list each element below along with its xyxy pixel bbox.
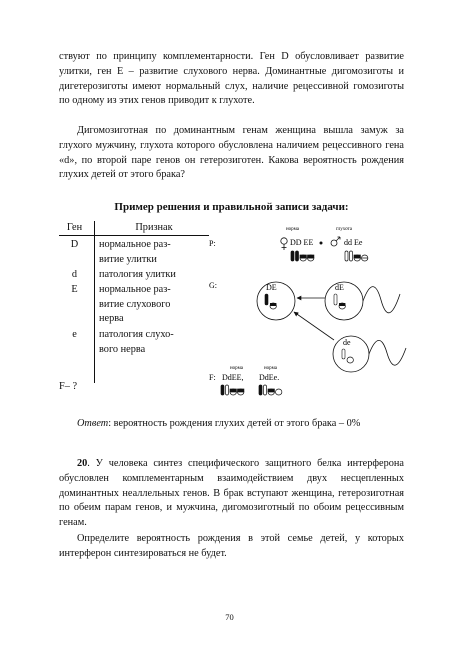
- chromosome-icon: [221, 385, 244, 395]
- female-genotype: DD EE: [290, 238, 314, 247]
- crossing-diagram: [208, 222, 408, 414]
- trait-line: витие улитки: [99, 253, 157, 265]
- trait-line: патология улитки: [99, 269, 176, 280]
- table-trait-cell: [99, 238, 209, 267]
- trait-line: витие слухового: [99, 298, 171, 310]
- table-gene-cell: d: [71, 269, 78, 280]
- table-gene-cell: e: [72, 329, 77, 340]
- label-norm-f1: норма: [230, 366, 243, 371]
- chromosome-icon: [259, 385, 282, 395]
- label-norm-f2: норма: [264, 366, 277, 371]
- table-header-row: [59, 221, 209, 236]
- gamete-male-2: [333, 336, 369, 372]
- chromosome-icon: [345, 251, 368, 261]
- trait-line: вого нерва: [99, 343, 146, 355]
- problem-20-text: . У человека синтез специфического защитного белка интерферона обусловлен комплементарным взаимодействием двух несцепленных доминантных неаллельных генов. В брак вступают женщина, гетерозиготная по обеим парам генов, и мужчина, дигомозиготный по обоим рецессивным генам.: [59, 458, 404, 529]
- paragraph-task-text: Дигомозиготная по доминантным генам женщина вышла замуж за глухого мужчину, глухота которого обусловлена наличием рецессивного гена «d», по второй паре генов он гетерозиготен. Какова вероятность рождения глухих детей от этого брака?: [59, 125, 404, 181]
- gamete-male-1-label: dE: [335, 283, 344, 292]
- problem-20: [59, 457, 404, 531]
- table-trait-cell: [99, 328, 209, 357]
- gamete-male-2-label: de: [343, 338, 351, 347]
- table-divider: [94, 221, 95, 383]
- answer-text: : вероятность рождения глухих детей от этого брака – 0%: [108, 418, 361, 429]
- table-trait-cell: [99, 283, 209, 327]
- trait-line: нерва: [99, 313, 124, 325]
- label-deaf: глухота: [336, 227, 353, 232]
- table-gene-cell: E: [71, 284, 78, 295]
- cross-dot-icon: [320, 242, 323, 245]
- gamete-male-1: [325, 282, 363, 320]
- solution-heading: Пример решения и правильной записи задачи:: [114, 201, 349, 213]
- table-header-trait: Признак: [135, 222, 173, 233]
- gamete-female-label: DE: [266, 283, 277, 292]
- gametes-label: G:: [209, 281, 217, 290]
- trait-line: нормальное раз-: [99, 284, 171, 295]
- table-trait-cell: [99, 268, 209, 283]
- problem-20-question: Определите вероятность рождения в этой семье детей, у которых интерферон синтезироваться не будет.: [59, 533, 404, 559]
- table-header-gene: Ген: [66, 222, 83, 233]
- chromosome-icon: [291, 251, 314, 261]
- offspring-label: F:: [209, 373, 216, 382]
- fertilization-arrow: [294, 312, 334, 340]
- label-norm: норма: [286, 227, 299, 232]
- paragraph-task: [59, 124, 404, 183]
- gamete-female: [257, 282, 295, 320]
- female-symbol-icon: [281, 238, 287, 250]
- offspring-question: F– ?: [59, 381, 78, 392]
- paragraph-intro-text: ствуют по принципу комплементарности. Ген D обусловливает развитие улитки, ген E – развитие слухового нерва. Доминантные дигомозиготы и дигетерозиготы имеют нормальный слух, наличие рецессивной гомозиготы по одному из этих генов приводит к глухоте.: [59, 51, 404, 107]
- paragraph-intro: [59, 50, 404, 109]
- answer-label: Ответ: [77, 418, 109, 429]
- offspring-genotype-2: DdEe.: [259, 373, 280, 382]
- page-number: 70: [225, 612, 234, 622]
- tail-line: [369, 340, 406, 365]
- male-genotype: dd Ee: [344, 238, 363, 247]
- table-gene-cell: D: [70, 239, 79, 250]
- parents-label: P:: [209, 239, 216, 248]
- trait-line: патология слухо-: [99, 329, 174, 340]
- tail-line: [363, 287, 400, 313]
- problem-number: 20: [77, 458, 88, 469]
- answer-block: [59, 417, 404, 432]
- male-symbol-icon: [331, 237, 340, 246]
- offspring-genotype-1: DdEE,: [222, 373, 244, 382]
- trait-line: нормальное раз-: [99, 239, 171, 250]
